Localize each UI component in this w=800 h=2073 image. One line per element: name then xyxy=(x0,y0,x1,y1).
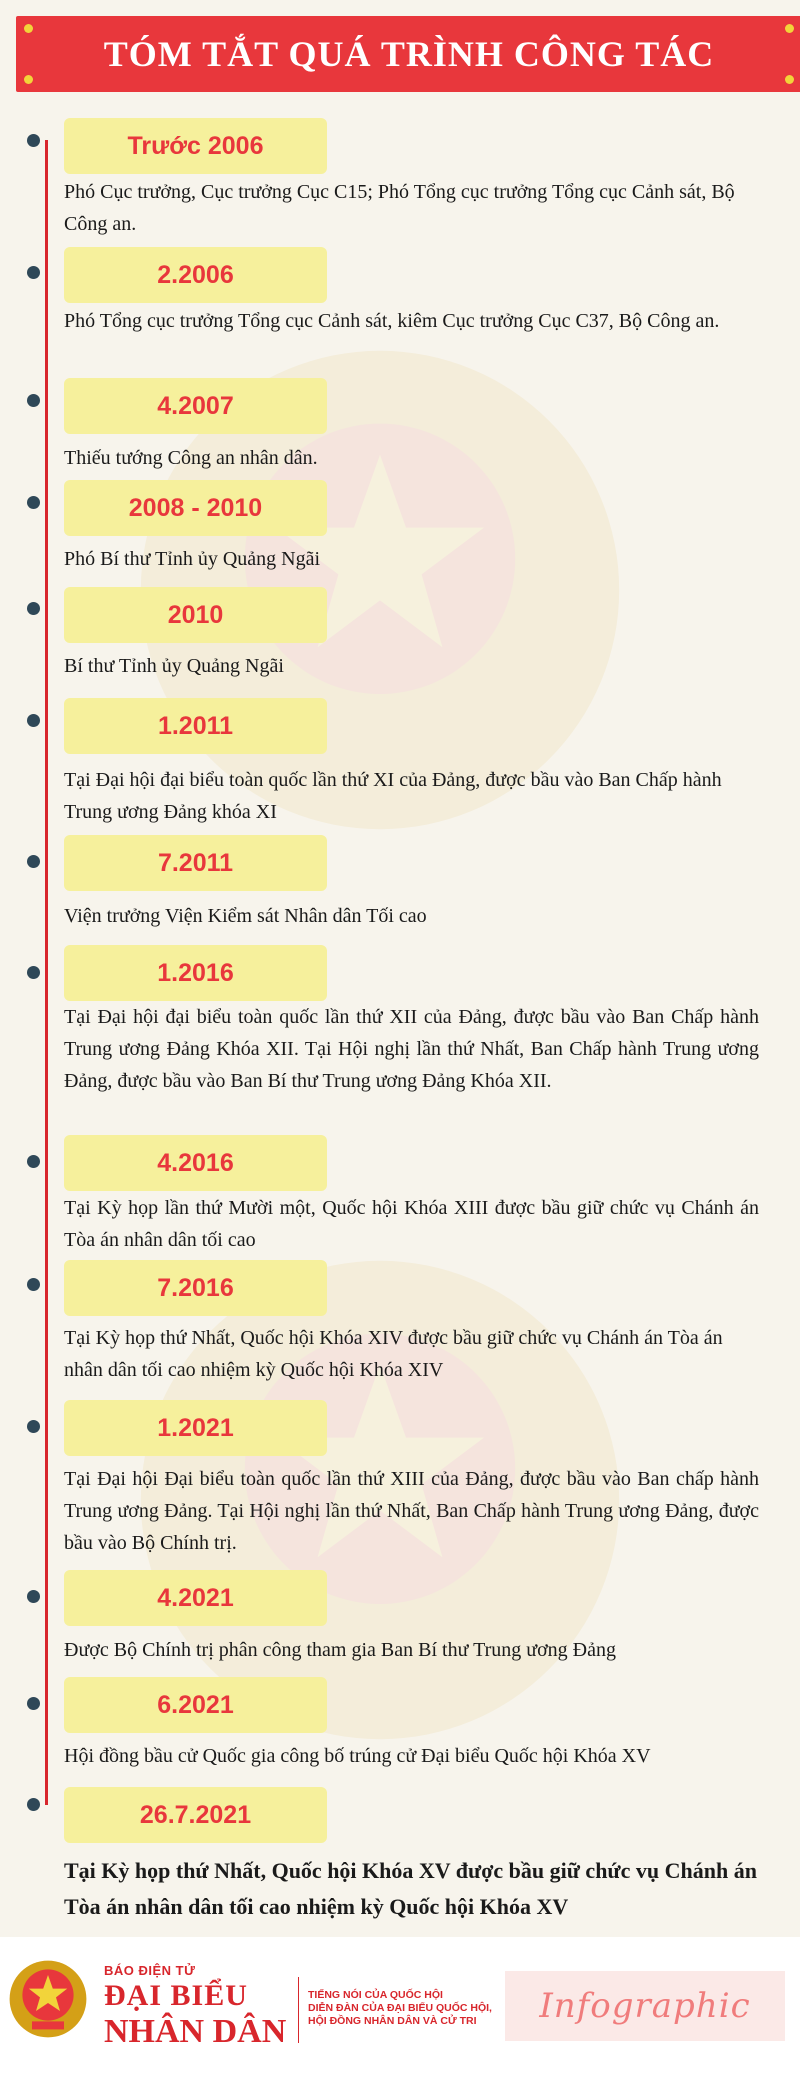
timeline-dot-icon xyxy=(27,394,40,407)
timeline-description: Tại Đại hội đại biểu toàn quốc lần thứ XII của Đảng, được bầu vào Ban Chấp hành Trung ương Đảng Khóa XII. Tại Hội nghị lần thứ Nhất, Ban Chấp hành Trung ương Đảng, được bầu vào Ban Bí thư Trung ương Đảng Khóa XII. xyxy=(64,1006,759,1092)
timeline-date: 1.2016 xyxy=(64,945,327,1001)
corner-dot-icon xyxy=(24,75,33,84)
timeline-dot-icon xyxy=(27,1278,40,1291)
timeline-dot-icon xyxy=(27,855,40,868)
timeline-date: 1.2021 xyxy=(64,1400,327,1456)
timeline-description: Viện trưởng Viện Kiểm sát Nhân dân Tối cao xyxy=(64,905,427,927)
footer xyxy=(0,1937,800,2073)
timeline-date: 2.2006 xyxy=(64,247,327,303)
page-header xyxy=(16,16,800,92)
tagline-line: DIỄN ĐÀN CỦA ĐẠI BIỂU QUỐC HỘI, xyxy=(308,2002,492,2014)
timeline-description: Phó Tổng cục trưởng Tổng cục Cảnh sát, kiêm Cục trưởng Cục C37, Bộ Công an. xyxy=(64,310,720,332)
timeline-dot-icon xyxy=(27,496,40,509)
timeline-description: Tại Kỳ họp thứ Nhất, Quốc hội Khóa XV được bầu giữ chức vụ Chánh án Tòa án nhân dân tối cao nhiệm kỳ Quốc hội Khóa XV xyxy=(64,1858,757,1919)
timeline-description: Tại Kỳ họp thứ Nhất, Quốc hội Khóa XIV được bầu giữ chức vụ Chánh án Tòa án nhân dân tối cao nhiệm kỳ Quốc hội Khóa XIV xyxy=(64,1327,723,1381)
timeline-dot-icon xyxy=(27,1155,40,1168)
timeline-dot-icon xyxy=(27,966,40,979)
state-emblem-icon xyxy=(8,1959,88,2039)
timeline-date: Trước 2006 xyxy=(64,118,327,174)
timeline-dot-icon xyxy=(27,1590,40,1603)
timeline-dot-icon xyxy=(27,1798,40,1811)
timeline-dot-icon xyxy=(27,266,40,279)
timeline-date: 2008 - 2010 xyxy=(64,480,327,536)
brand-tagline xyxy=(308,1989,498,2028)
timeline-dot-icon xyxy=(27,1697,40,1710)
timeline-date: 26.7.2021 xyxy=(64,1787,327,1843)
brand-name-line1: ĐẠI BIỂU xyxy=(104,1979,248,2012)
corner-dot-icon xyxy=(785,24,794,33)
timeline-description: Thiếu tướng Công an nhân dân. xyxy=(64,447,318,469)
timeline-date: 6.2021 xyxy=(64,1677,327,1733)
brand-divider xyxy=(298,1977,299,2043)
tagline-line: TIẾNG NÓI CỦA QUỐC HỘI xyxy=(308,1989,443,2001)
timeline-date: 4.2007 xyxy=(64,378,327,434)
timeline-description: Tại Đại hội đại biểu toàn quốc lần thứ XI của Đảng, được bầu vào Ban Chấp hành Trung ương Đảng khóa XI xyxy=(64,769,722,823)
timeline-dot-icon xyxy=(27,714,40,727)
timeline-description: Tại Đại hội Đại biểu toàn quốc lần thứ XIII của Đảng, được bầu vào Ban chấp hành Trung ương Đảng. Tại Hội nghị lần thứ Nhất, Ban Chấp hành Trung ương Đảng, được bầu vào Bộ Chính trị. xyxy=(64,1468,759,1554)
timeline-description: Được Bộ Chính trị phân công tham gia Ban Bí thư Trung ương Đảng xyxy=(64,1639,616,1661)
corner-dot-icon xyxy=(24,24,33,33)
timeline-line xyxy=(45,140,48,1805)
timeline-date: 4.2021 xyxy=(64,1570,327,1626)
timeline-date: 4.2016 xyxy=(64,1135,327,1191)
timeline-description: Phó Cục trưởng, Cục trưởng Cục C15; Phó Tổng cục trưởng Tổng cục Cảnh sát, Bộ Công an. xyxy=(64,181,735,235)
corner-dot-icon xyxy=(785,75,794,84)
timeline-date: 7.2016 xyxy=(64,1260,327,1316)
brand-name-line2: NHÂN DÂN xyxy=(104,2013,287,2050)
brand-label: BÁO ĐIỆN TỬ xyxy=(104,1963,196,1978)
timeline-description: Tại Kỳ họp lần thứ Mười một, Quốc hội Khóa XIII được bầu giữ chức vụ Chánh án Tòa án nhân dân tối cao xyxy=(64,1197,759,1251)
page-title: TÓM TẮT QUÁ TRÌNH CÔNG TÁC xyxy=(103,34,715,74)
timeline-dot-icon xyxy=(27,134,40,147)
timeline-description: Bí thư Tỉnh ủy Quảng Ngãi xyxy=(64,655,284,677)
timeline-dot-icon xyxy=(27,1420,40,1433)
timeline-description: Hội đồng bầu cử Quốc gia công bố trúng cử Đại biểu Quốc hội Khóa XV xyxy=(64,1745,651,1767)
timeline-description: Phó Bí thư Tỉnh ủy Quảng Ngãi xyxy=(64,548,321,570)
timeline-date: 1.2011 xyxy=(64,698,327,754)
timeline-date: 7.2011 xyxy=(64,835,327,891)
timeline-dot-icon xyxy=(27,602,40,615)
tagline-line: HỘI ĐỒNG NHÂN DÂN VÀ CỬ TRI xyxy=(308,2015,477,2027)
infographic-label: Infographic xyxy=(505,1971,785,2041)
timeline-date: 2010 xyxy=(64,587,327,643)
